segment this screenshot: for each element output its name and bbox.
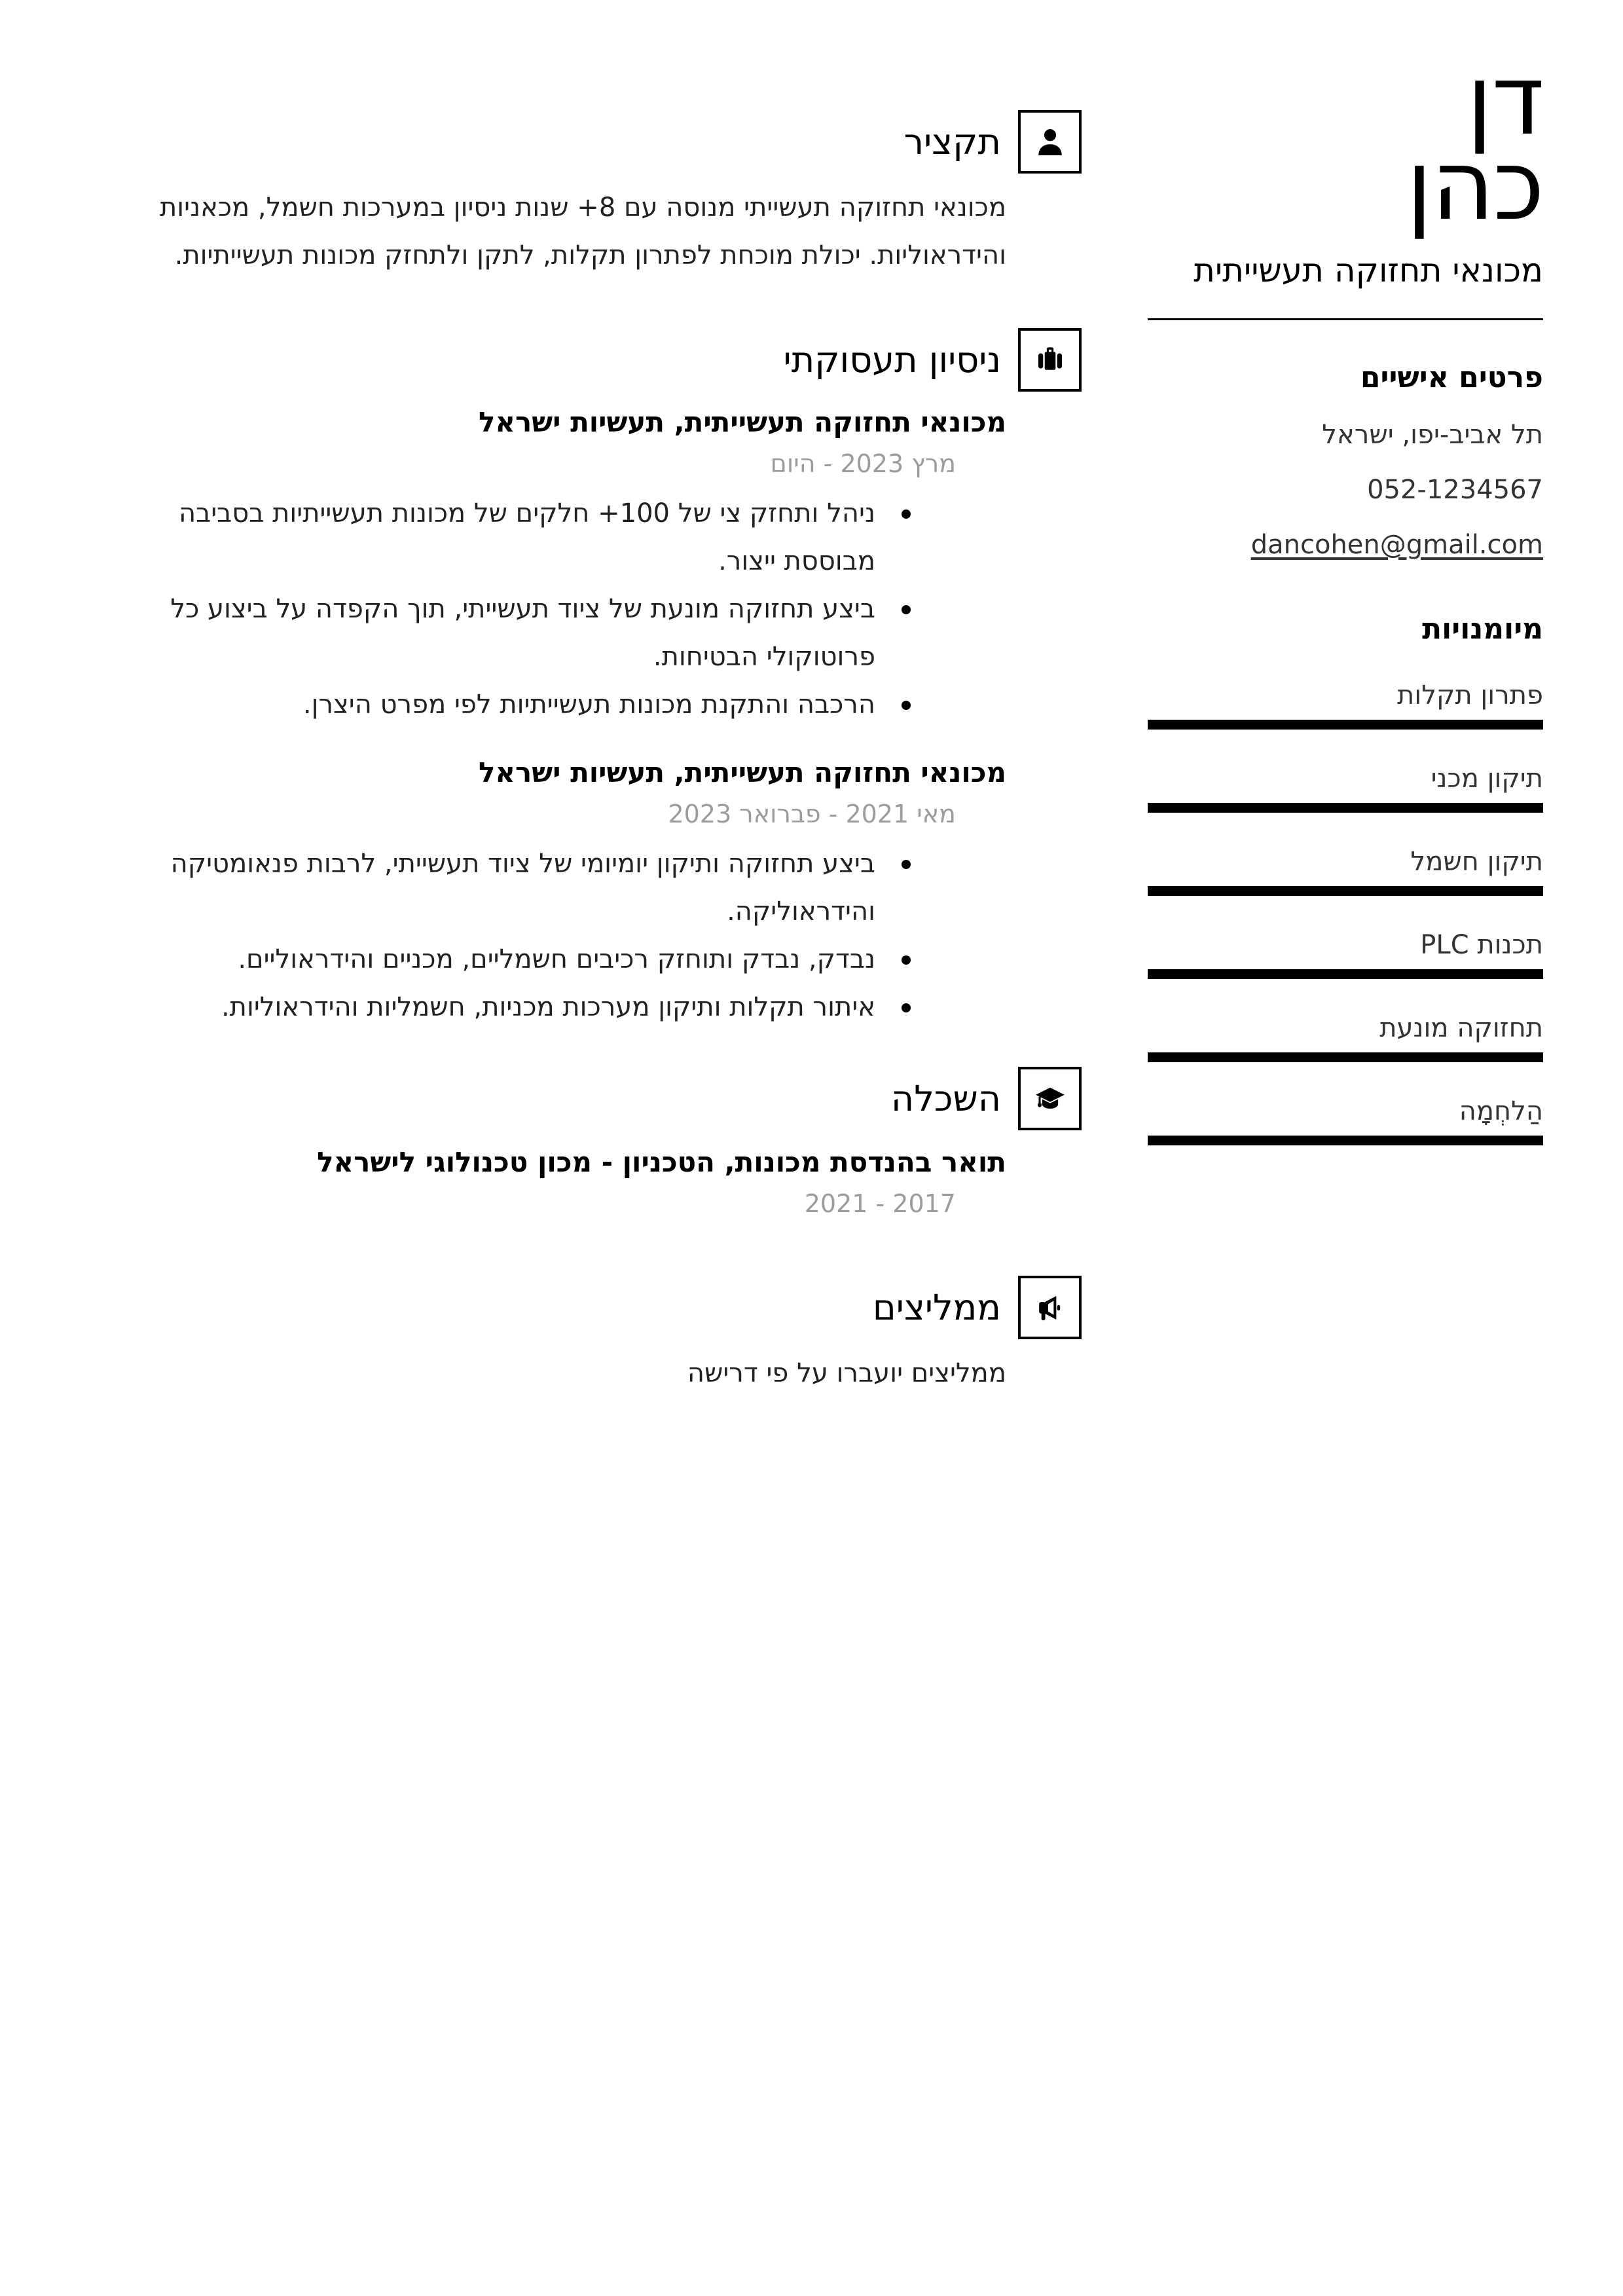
- candidate-name: [1148, 44, 1543, 242]
- degree-dates: 2017 - 2021: [804, 1189, 956, 1218]
- skill-item: [1148, 1096, 1543, 1145]
- skill-label: תכנות PLC: [1420, 930, 1543, 960]
- job-title: מכונאי תחזוקה תעשייתית, תעשיות ישראל: [478, 756, 1006, 788]
- headline: מכונאי תחזוקה תעשייתית: [1194, 251, 1543, 289]
- skill-item: [1148, 930, 1543, 979]
- section-references: [106, 1276, 1082, 1393]
- skill-item: [1148, 764, 1543, 813]
- skills-heading: מיומנויות: [1422, 612, 1543, 646]
- skill-item: [1148, 847, 1543, 896]
- location-text: תל אביב-יפו, ישראל: [1322, 420, 1543, 450]
- education-header: [106, 1067, 1082, 1130]
- job-bullets: [106, 840, 1006, 1031]
- job-bullet: נבדק, נבדק ותוחזק רכיבים חשמליים, מכניים והידראוליים.: [106, 936, 1006, 984]
- briefcase-icon: [1032, 342, 1068, 379]
- education-title: השכלה: [890, 1077, 1001, 1119]
- section-experience: [106, 328, 1082, 1031]
- skill-item: [1148, 680, 1543, 730]
- email-link[interactable]: dancohen@gmail.com: [1250, 530, 1543, 560]
- graduation-cap-icon: [1032, 1081, 1068, 1117]
- skill-label: פתרון תקלות: [1397, 680, 1543, 711]
- skill-label: תיקון מכני: [1431, 764, 1543, 794]
- experience-header: [106, 328, 1082, 392]
- education-icon-box: [1018, 1067, 1082, 1130]
- last-name: כהן: [1406, 129, 1543, 242]
- skill-bar: [1148, 969, 1543, 979]
- section-education: [106, 1067, 1082, 1218]
- skill-bar-fill: [1148, 720, 1543, 730]
- skill-label: תחזוקה מונעת: [1379, 1013, 1543, 1043]
- skill-bar-fill: [1148, 1052, 1543, 1062]
- job-bullet: איתור תקלות ותיקון מערכות מכניות, חשמליות והידראוליות.: [106, 984, 1006, 1031]
- person-icon: [1032, 124, 1068, 160]
- skill-bar-fill: [1148, 886, 1543, 896]
- job-bullets: [106, 490, 1006, 729]
- job-dates: מרץ 2023 - היום: [770, 449, 956, 478]
- job-entry: [106, 756, 1006, 1031]
- skill-bar: [1148, 1136, 1543, 1145]
- skill-bar: [1148, 803, 1543, 813]
- first-name: דן: [1466, 44, 1543, 157]
- job-bullet: ביצע תחזוקה ותיקון יומיומי של ציוד תעשייתי, לרבות פנאומטיקה והידראוליקה.: [106, 840, 1006, 936]
- summary-header: [106, 110, 1082, 174]
- skill-bar-fill: [1148, 969, 1543, 979]
- job-bullet: ביצע תחזוקה מונעת של ציוד תעשייתי, תוך הקפדה על ביצוע כל פרוטוקולי הבטיחות.: [106, 585, 1006, 681]
- skill-bar: [1148, 720, 1543, 730]
- summary-text: מכונאי תחזוקה תעשייתי מנוסה עם 8+ שנות ניסיון במערכות חשמל, מכאניות והידראוליות. יכולת מוכחת לפתרון תקלות, לתקן ולתחזק מכונות תעשייתיות.: [159, 193, 1006, 270]
- references-icon-box: [1018, 1276, 1082, 1339]
- header-divider: [1148, 318, 1543, 320]
- experience-title: ניסיון תעסוקתי: [783, 339, 1001, 380]
- skill-bar: [1148, 1052, 1543, 1062]
- summary-icon-box: [1018, 110, 1082, 174]
- job-dates: מאי 2021 - פברואר 2023: [668, 800, 956, 828]
- degree-title: תואר בהנדסת מכונות, הטכניון - מכון טכנולוגי לישראל: [317, 1146, 1006, 1178]
- skill-item: [1148, 1013, 1543, 1062]
- skill-bar: [1148, 886, 1543, 896]
- phone-number: 052-1234567: [1367, 475, 1543, 505]
- megaphone-icon: [1032, 1289, 1068, 1326]
- summary-title: תקציר: [903, 120, 1001, 162]
- main-content: [106, 0, 1082, 1393]
- skill-label: תיקון חשמל: [1410, 847, 1543, 877]
- references-header: [106, 1276, 1082, 1339]
- experience-icon-box: [1018, 328, 1082, 392]
- job-bullet: ניהל ותחזק צי של 100+ חלקים של מכונות תעשייתיות בסביבה מבוססת ייצור.: [106, 490, 1006, 585]
- job-title: מכונאי תחזוקה תעשייתית, תעשיות ישראל: [478, 406, 1006, 438]
- skill-bar-fill: [1148, 803, 1543, 813]
- references-title: ממליצים: [872, 1286, 1001, 1328]
- sidebar: [1148, 0, 1543, 1145]
- references-text: ממליצים יועברו על פי דרישה: [687, 1358, 1006, 1388]
- job-entry: [106, 406, 1006, 729]
- job-bullet: הרכבה והתקנת מכונות תעשייתיות לפי מפרט היצרן.: [106, 681, 1006, 729]
- skill-label: הַלחְמָה: [1459, 1096, 1543, 1126]
- personal-details-heading: פרטים אישיים: [1360, 361, 1543, 394]
- section-summary: [106, 0, 1082, 280]
- skill-bar-fill: [1148, 1136, 1543, 1145]
